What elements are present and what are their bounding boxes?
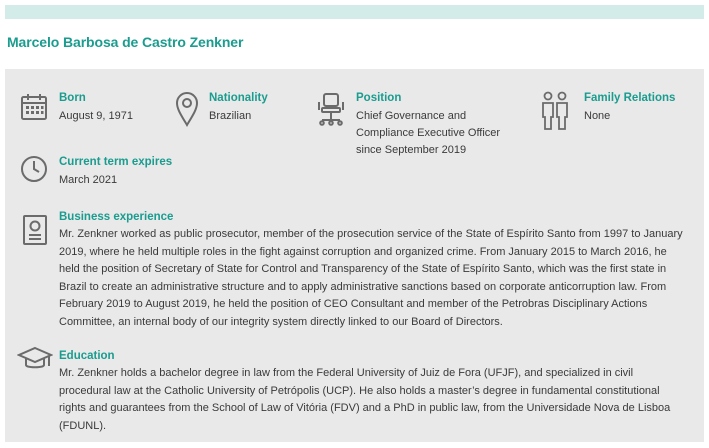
resume-document-icon [22, 214, 48, 246]
term-value: March 2021 [59, 174, 118, 186]
business-text: Mr. Zenkner worked as public prosecutor, member of the prosecution service of the State of Espírito Santo from 1997 to January 2019, where he held multiple roles in the fight against corruption and organized crime. From January 2015 to March 2016, he held the position of Secretary of State for Control and Transparency of the State of Espírito Santo, which was the first state in Brazil to create an administrative structure and to apply administrative sanctions based on corporate anticorruption law. From February 2019 to August 2019, he held the position of CEO Consultant and member of the Petrobras Disciplinary Actions Committee, an internal body of our integrity system directly linked to our Board of Directors. [59, 228, 683, 328]
family-value: None [584, 110, 611, 122]
people-icon [540, 91, 570, 131]
calendar-icon [19, 92, 49, 122]
born-label: Born [59, 92, 86, 104]
top-accent-bar [5, 5, 704, 19]
nationality-label: Nationality [209, 92, 268, 104]
clock-icon [20, 155, 48, 183]
business-field [59, 210, 687, 331]
born-value: August 9, 1971 [59, 110, 134, 122]
education-field [59, 349, 687, 435]
position-line: Compliance Executive Officer [356, 127, 501, 139]
position-value [356, 108, 500, 159]
term-field [59, 155, 172, 189]
office-chair-icon [317, 92, 345, 126]
born-field [59, 91, 133, 125]
position-label: Position [356, 92, 402, 104]
term-label: Current term expires [59, 156, 173, 168]
graduation-cap-icon [17, 346, 53, 372]
location-pin-icon [175, 91, 199, 127]
nationality-value: Brazilian [209, 110, 252, 122]
nationality-field [209, 91, 268, 125]
profile-panel [5, 69, 704, 442]
position-line: since September 2019 [356, 144, 467, 156]
family-field [584, 91, 675, 125]
business-label: Business experience [59, 211, 174, 223]
position-field [356, 91, 500, 159]
person-name: Marcelo Barbosa de Castro Zenkner [7, 34, 244, 50]
family-label: Family Relations [584, 92, 676, 104]
position-line: Chief Governance and [356, 110, 467, 122]
education-label: Education [59, 350, 115, 362]
education-text: Mr. Zenkner holds a bachelor degree in law from the Federal University of Juiz de Fora (UFJF), and specialized in civil procedural law at the Catholic University of Petrópolis (UCP). He also holds a master’s degree in fundamental constitutional rights and guarantees from the School of Law of Vitória (FDV) and a PhD in public law, from the Universidade Nova de Lisboa (FDUNL). [59, 367, 671, 432]
